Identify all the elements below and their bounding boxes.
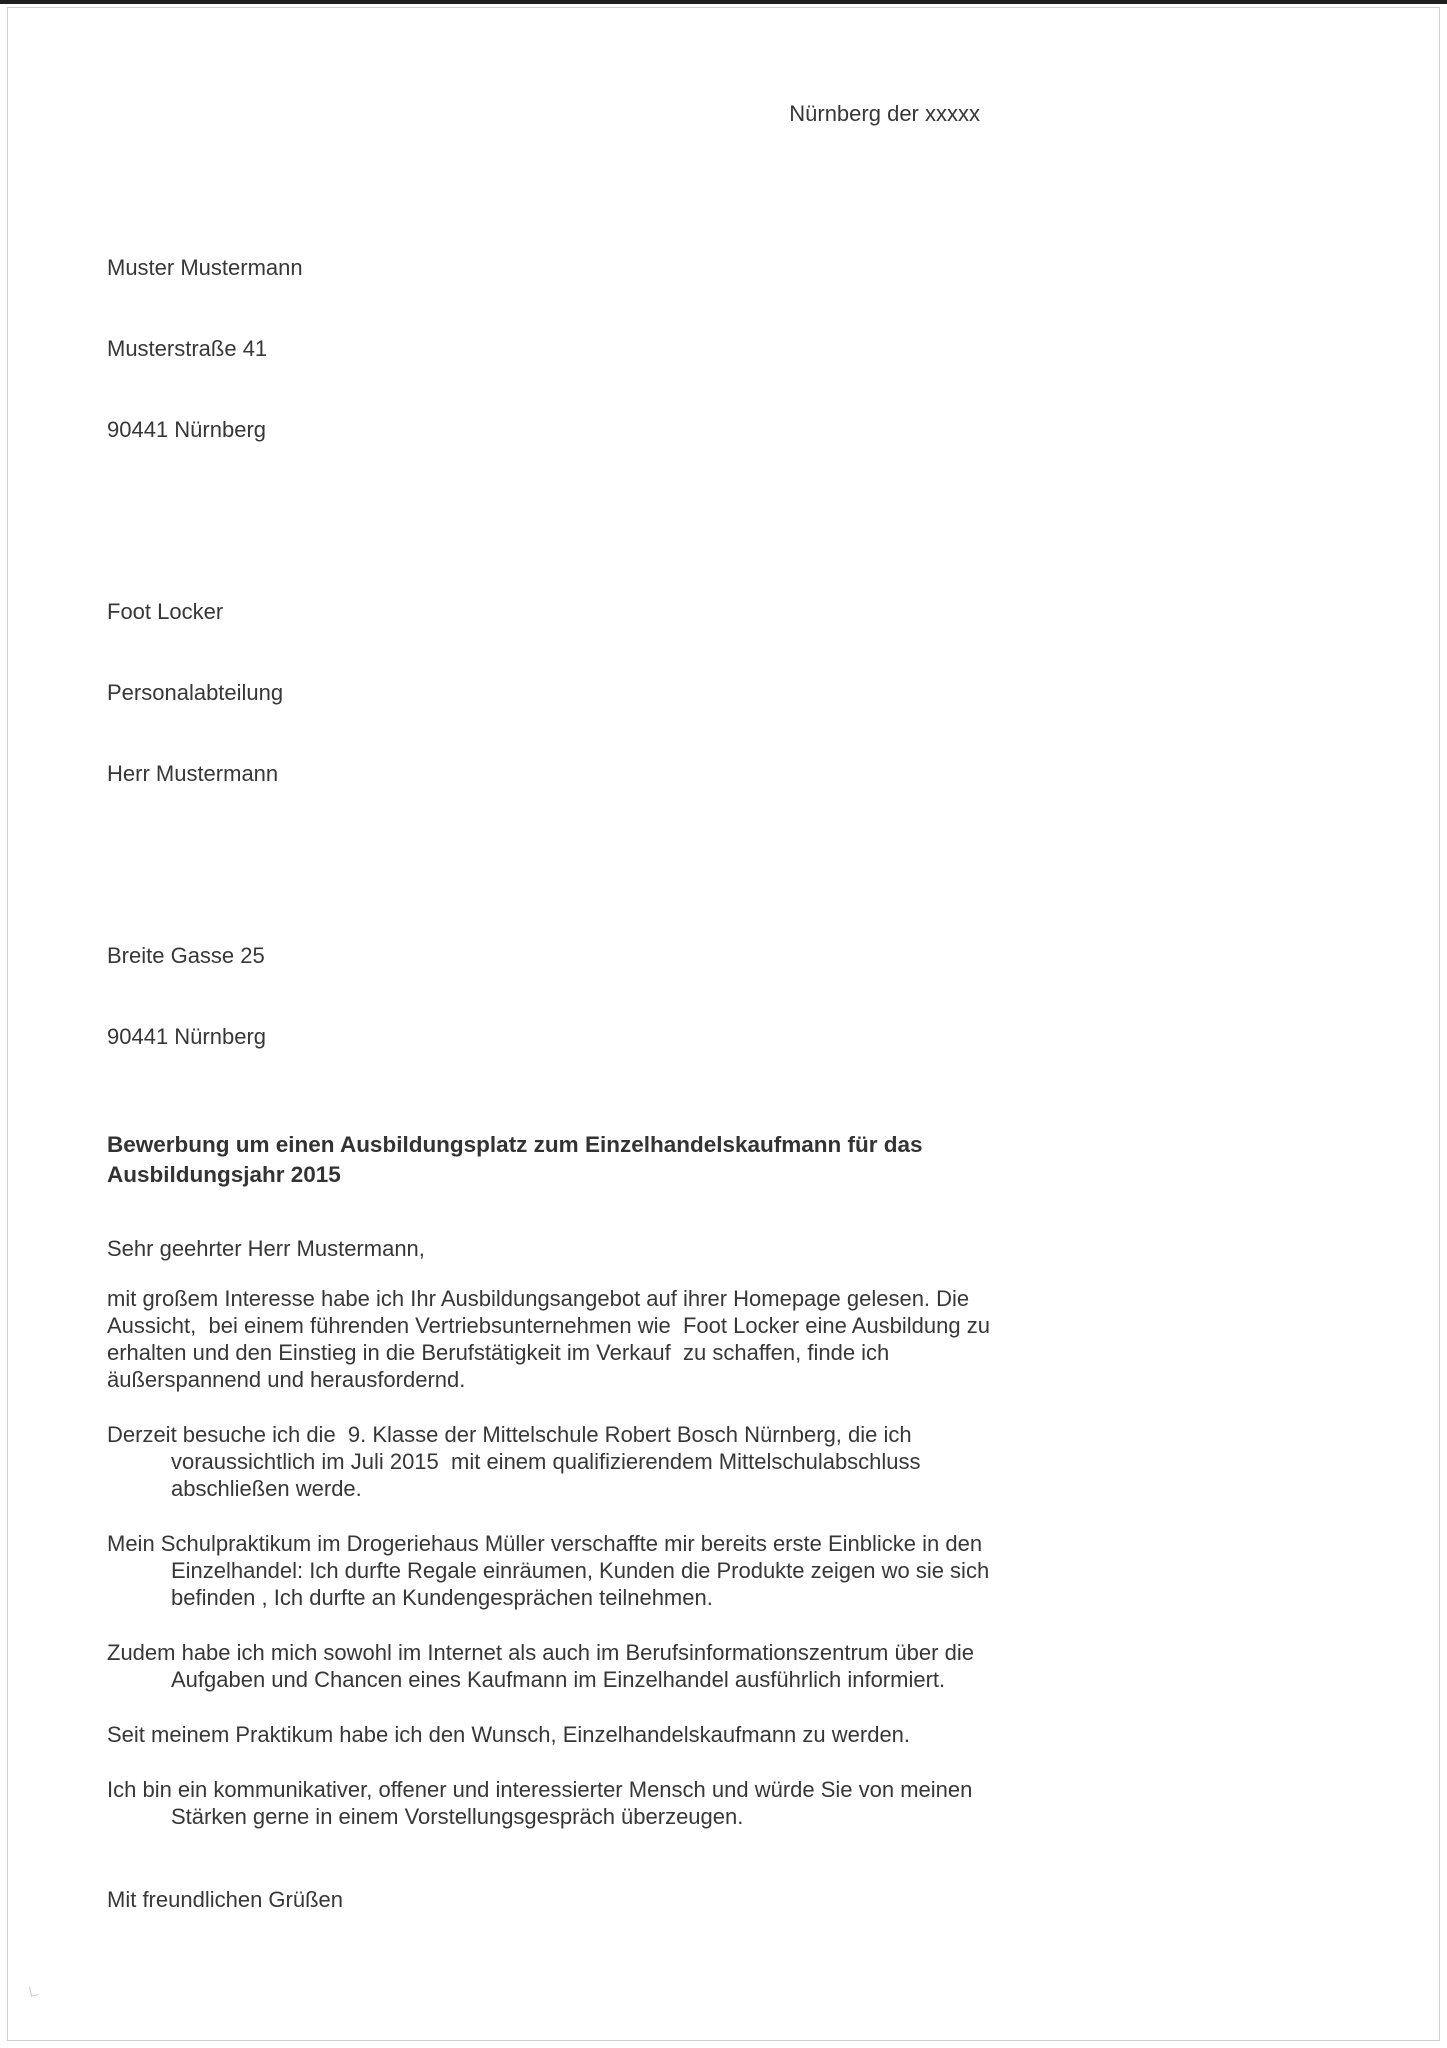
sender-address-block [107,200,1012,497]
recipient-contact: Herr Mustermann [107,761,279,786]
recipient-block [107,544,1012,841]
body-paragraph: mit großem Interesse habe ich Ihr Ausbildungsangebot auf ihrer Homepage gelesen. Die Aussicht, bei einem führenden Vertriebsunternehmen wie Foot Locker eine Ausbildung zu erhalten und den Einstieg in die Berufstätigkeit im Verkauf zu schaffen, finde ich äußerspannend und herausfordernd. [107,1286,997,1392]
body-paragraph: Zudem habe ich mich sowohl im Internet als auch im Berufsinformationszentrum über die Aufgaben und Chancen eines Kaufmann im Einzelhandel ausführlich informiert. [107,1640,979,1692]
closing-line: Mit freundlichen Grüßen [107,1887,343,1912]
recipient-address-block [107,888,1012,1104]
recipient-company: Foot Locker [107,599,224,624]
recipient-street: Breite Gasse 25 [107,943,265,968]
recipient-city: 90441 Nürnberg [107,1024,267,1049]
sender-city: 90441 Nürnberg [107,417,267,442]
date-line: Nürnberg der xxxxx [789,101,980,126]
scan-artifact-mark [29,1985,39,1996]
salutation: Sehr geehrter Herr Mustermann, [107,1236,425,1261]
sender-street: Musterstraße 41 [107,336,268,361]
sender-name: Muster Mustermann [107,255,303,280]
body-paragraph: Derzeit besuche ich die 9. Klasse der Mittelschule Robert Bosch Nürnberg, die ich voraussichtlich im Juli 2015 mit einem qualifizierendem Mittelschulabschluss abschließen werde. [107,1422,927,1501]
subject-line: Bewerbung um einen Ausbildungsplatz zum Einzelhandelskaufmann für das Ausbildungsjahr 2015 [107,1132,923,1187]
body-paragraph: Seit meinem Praktikum habe ich den Wunsch, Einzelhandelskaufmann zu werden. [107,1722,911,1747]
body-paragraph: Mein Schulpraktikum im Drogeriehaus Müller verschaffte mir bereits erste Einblicke in den Einzelhandel: Ich durfte Regale einräumen, Kunden die Produkte zeigen wo sie sich befinden , Ich durfte an Kundengesprächen teilnehmen. [107,1531,996,1610]
recipient-department: Personalabteilung [107,680,284,705]
body-paragraph: Ich bin ein kommunikativer, offener und interessierter Mensch und würde Sie von meinen Stärken gerne in einem Vorstellungsgespräch überzeugen. [107,1777,979,1829]
